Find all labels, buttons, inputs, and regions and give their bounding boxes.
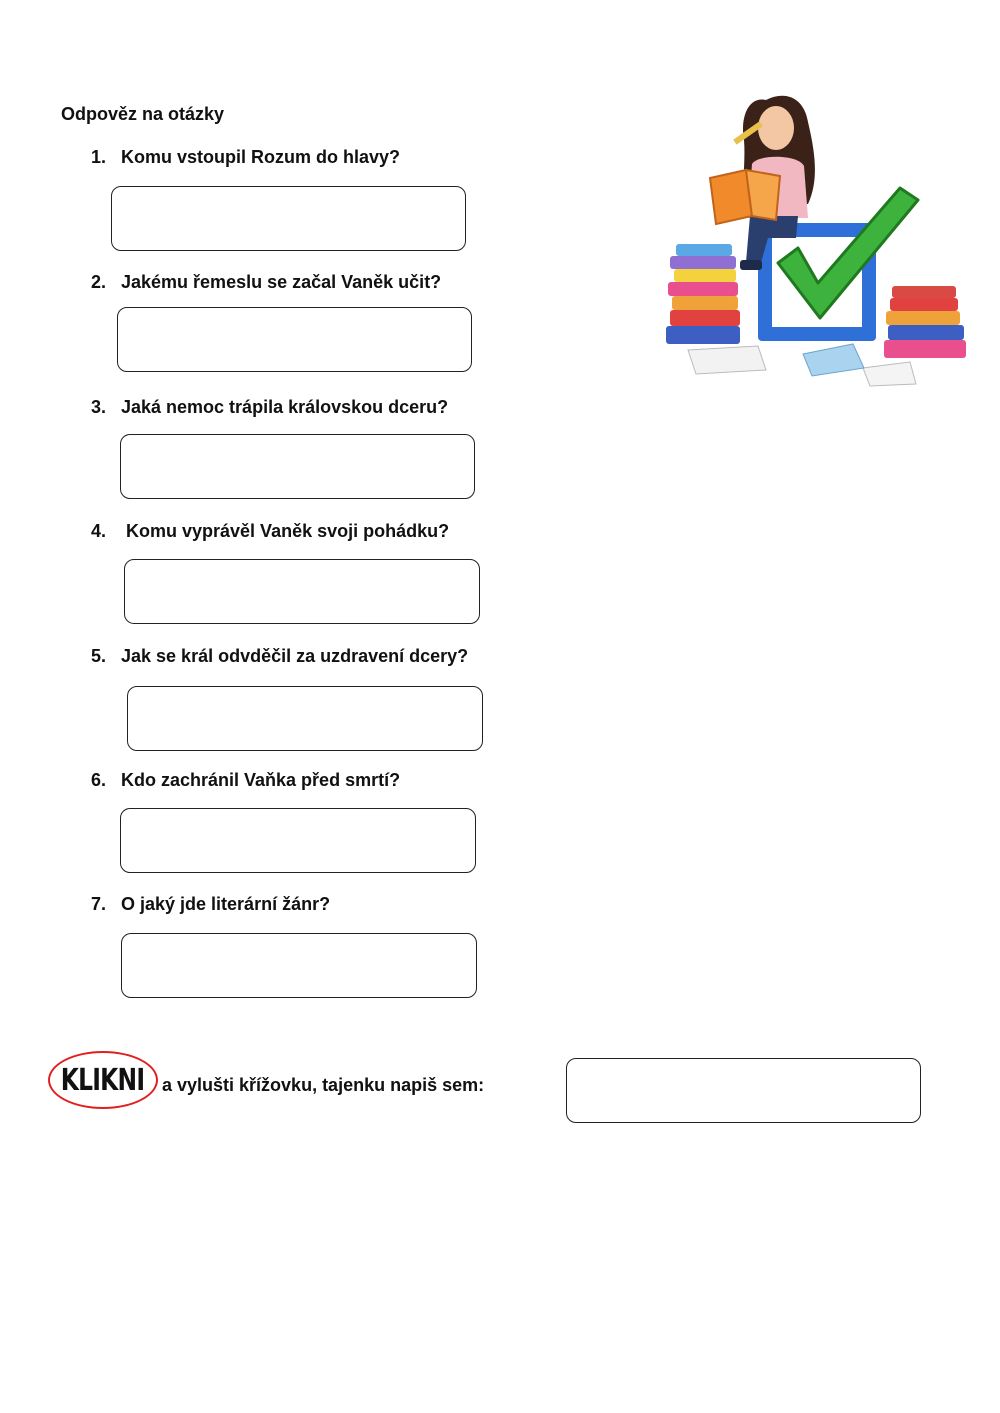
teacher-with-books-and-checkmark-icon (648, 78, 978, 388)
question-2 (91, 272, 441, 293)
answer-field-3[interactable] (120, 434, 475, 499)
question-5 (91, 646, 468, 667)
answer-field-7[interactable] (121, 933, 477, 998)
question-7 (91, 894, 330, 915)
klikni-label: KLIKNI (61, 1062, 145, 1098)
answer-field-6[interactable] (120, 808, 476, 873)
question-number: 7. (91, 894, 107, 914)
question-4 (91, 521, 449, 542)
question-text: Kdo zachránil Vaňka před smrtí? (121, 770, 401, 790)
question-1 (91, 147, 400, 168)
question-number: 4. (91, 521, 107, 541)
answer-field-5[interactable] (127, 686, 483, 751)
page-title: Odpověz na otázky (61, 104, 225, 124)
question-6 (91, 770, 400, 791)
question-number: 1. (91, 147, 107, 167)
question-number: 3. (91, 397, 107, 417)
question-number: 6. (91, 770, 107, 790)
question-text: Jaká nemoc trápila královskou dceru? (121, 397, 449, 417)
crossword-instruction: a vylušti křížovku, tajenku napiš sem: (162, 1075, 485, 1095)
question-text: O jaký jde literární žánr? (121, 894, 331, 914)
answer-field-1[interactable] (111, 186, 466, 251)
question-text: Komu vstoupil Rozum do hlavy? (121, 147, 401, 167)
question-number: 2. (91, 272, 107, 292)
crossword-answer-field[interactable] (566, 1058, 921, 1123)
question-text: Jakému řemeslu se začal Vaněk učit? (121, 272, 442, 292)
question-number: 5. (91, 646, 107, 666)
answer-field-4[interactable] (124, 559, 480, 624)
question-text: Jak se král odvděčil za uzdravení dcery? (121, 646, 469, 666)
klikni-link[interactable] (48, 1051, 158, 1109)
answer-field-2[interactable] (117, 307, 472, 372)
question-3 (91, 397, 448, 418)
question-text: Komu vyprávěl Vaněk svoji pohádku? (121, 521, 450, 541)
